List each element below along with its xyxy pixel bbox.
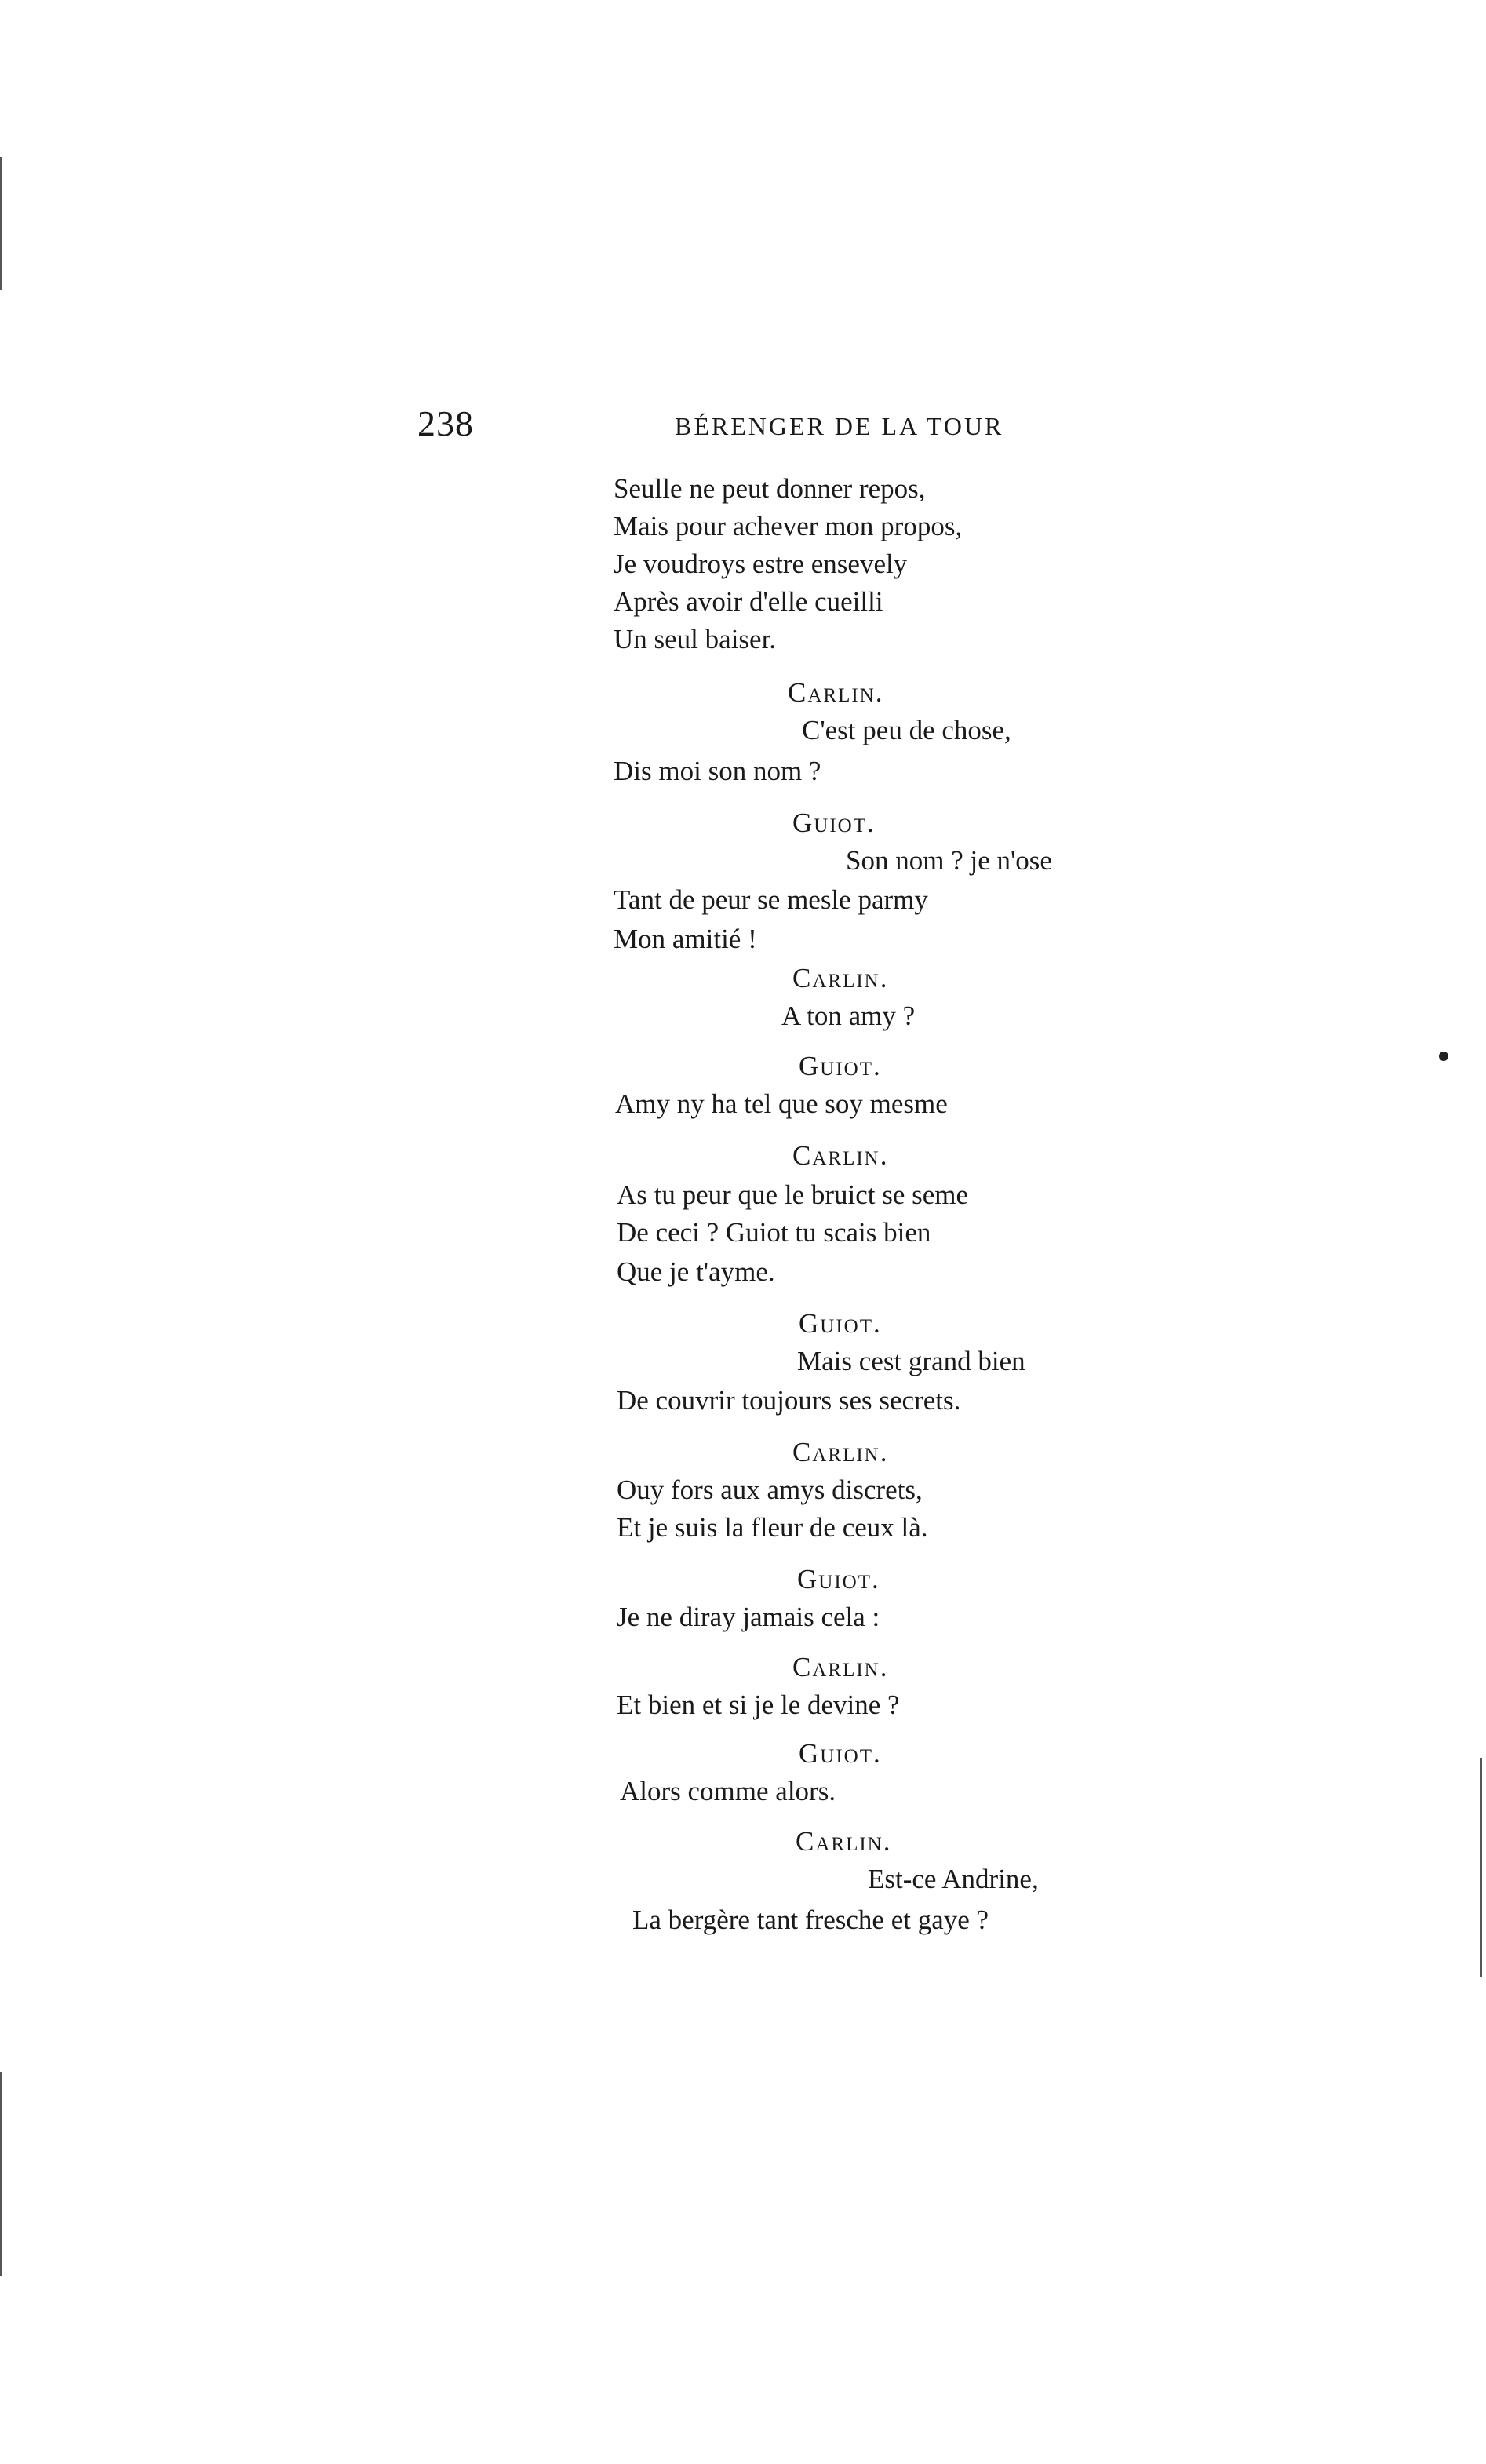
verse-line: Amy ny ha tel que soy mesme <box>615 1088 948 1119</box>
verse-line: Et je suis la fleur de ceux là. <box>617 1512 928 1543</box>
verse-line: Mon amitié ! <box>614 924 757 954</box>
verse-line: Que je t'ayme. <box>617 1256 775 1287</box>
speaker-name: Guiot. <box>799 1308 882 1339</box>
verse-line: Son nom ? je n'ose <box>846 845 1052 876</box>
verse-line: As tu peur que le bruict se seme <box>617 1179 969 1210</box>
scan-edge-mark <box>0 2072 2 2276</box>
verse-line: De couvrir toujours ses secrets. <box>617 1385 961 1416</box>
speaker-name: Guiot. <box>799 1051 882 1081</box>
speaker-name: Carlin. <box>792 963 889 993</box>
verse-line: Dis moi son nom ? <box>614 756 821 786</box>
speaker-name: Carlin. <box>792 1437 889 1467</box>
verse-line: La bergère tant fresche et gaye ? <box>632 1904 989 1935</box>
speaker-name: Guiot. <box>797 1564 880 1595</box>
verse-line: A ton amy ? <box>781 1001 916 1031</box>
speaker-name: Carlin. <box>796 1826 892 1857</box>
verse-line: Alors comme alors. <box>620 1776 836 1806</box>
page-number: 238 <box>417 403 474 443</box>
verse-line: Après avoir d'elle cueilli <box>614 586 883 617</box>
verse-line: Est-ce Andrine, <box>868 1864 1039 1894</box>
verse-line: Ouy fors aux amys discrets, <box>617 1474 923 1505</box>
scan-edge-mark <box>0 157 2 290</box>
verse-line: Mais cest grand bien <box>797 1346 1025 1376</box>
verse-line: Un seul baiser. <box>614 624 777 654</box>
speaker-name: Guiot. <box>799 1738 882 1769</box>
verse-line: Mais pour achever mon propos, <box>614 511 963 541</box>
scan-dot <box>1439 1052 1448 1061</box>
verse-line: De ceci ? Guiot tu scais bien <box>617 1217 931 1248</box>
verse-line: C'est peu de chose, <box>802 715 1011 745</box>
verse-line: Seulle ne peut donner repos, <box>614 473 926 504</box>
running-title: BÉRENGER DE LA TOUR <box>675 412 1004 440</box>
speaker-name: Carlin. <box>788 677 884 708</box>
scan-edge-mark <box>1480 1758 1482 1977</box>
speaker-name: Carlin. <box>792 1652 889 1682</box>
verse-line: Je voudroys estre ensevely <box>614 549 908 579</box>
verse-line: Et bien et si je le devine ? <box>617 1689 900 1720</box>
verse-line: Tant de peur se mesle parmy <box>614 884 928 915</box>
speaker-name: Guiot. <box>792 807 876 838</box>
verse-line: Je ne diray jamais cela : <box>617 1602 880 1632</box>
speaker-name: Carlin. <box>792 1140 889 1171</box>
